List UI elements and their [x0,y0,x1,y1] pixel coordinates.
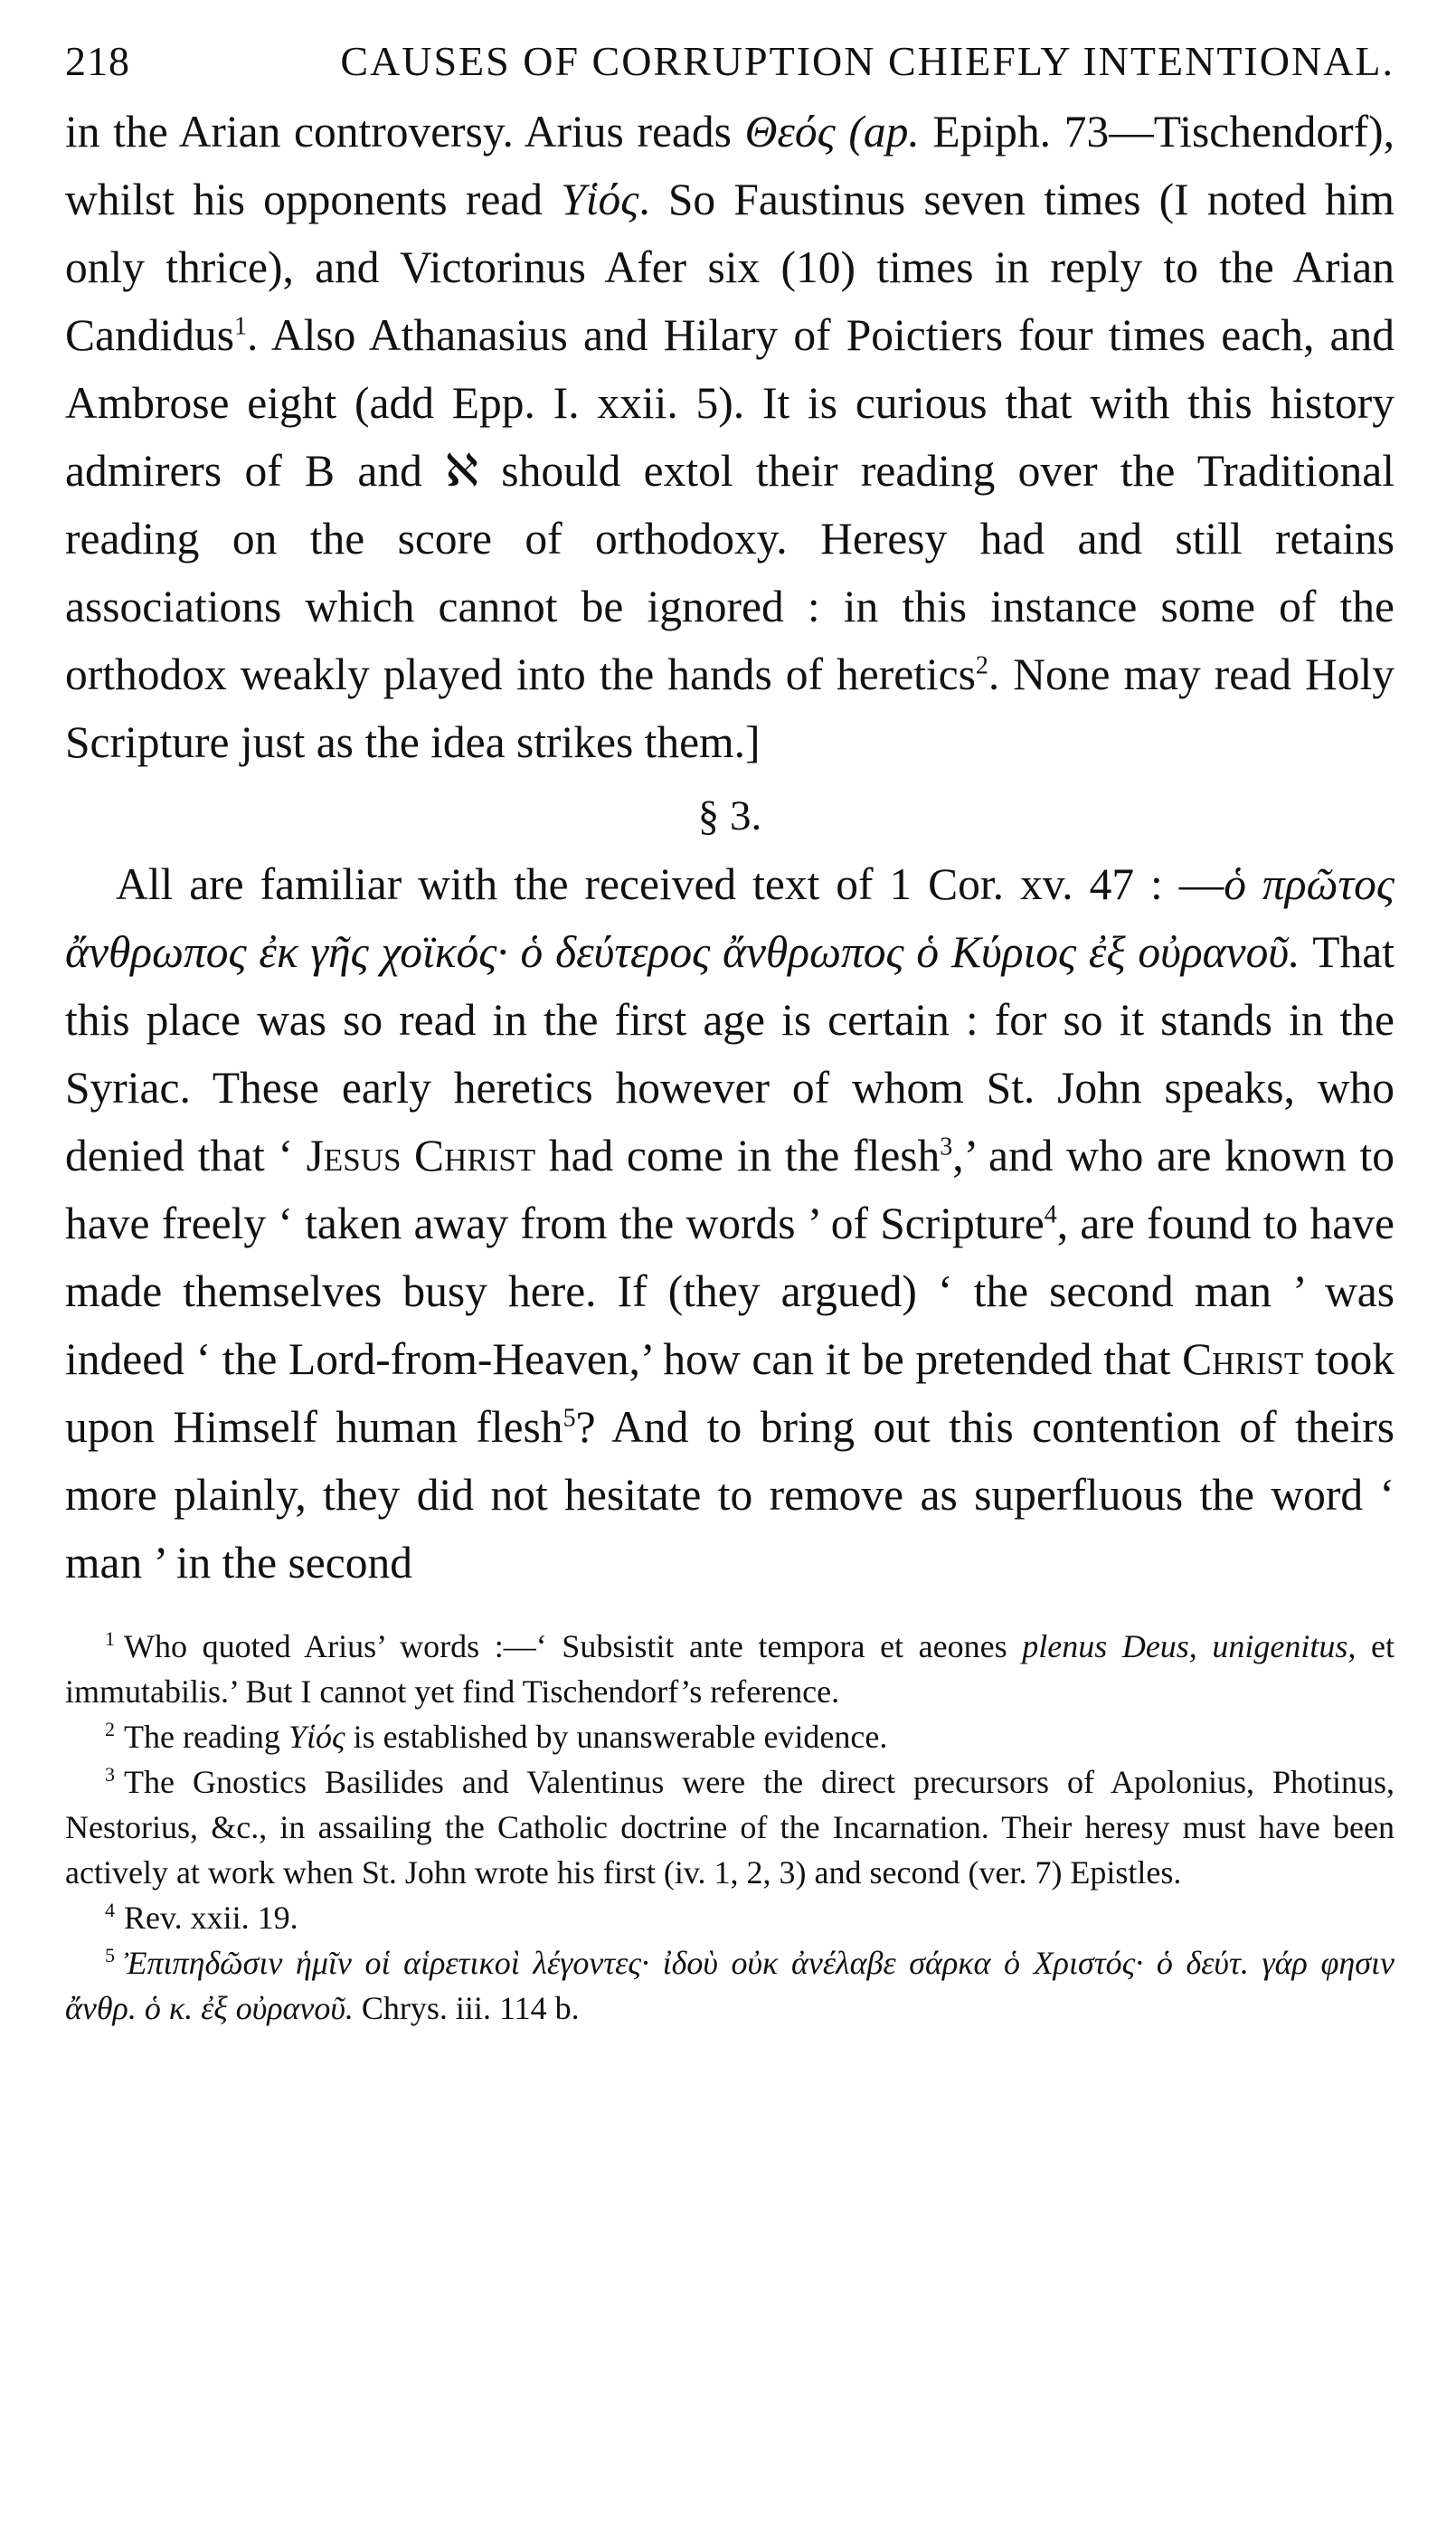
footnote-text: The reading [124,1719,288,1755]
text-run [836,107,849,156]
footnote-text: Chrys. iii. 114 b. [353,1990,580,2026]
footnote-ref-2[interactable]: 2 [975,651,988,680]
paragraph-arian-controversy [65,98,1395,776]
footnote-1 [65,1624,1395,1714]
text-run: . So Faustinus seven times (I noted him only thrice), and Victorinus Afer six (10) times in reply to the Arian Candidus [65,175,1395,360]
footnotes [65,1624,1395,2031]
footnote-3 [65,1759,1395,1895]
footnote-5 [65,1940,1395,2031]
greek-theos: Θεός [744,107,836,156]
footnote-italic: plenus Deus, unigenitus, [1022,1628,1357,1664]
footnote-text: Rev. xxii. 19. [124,1900,298,1936]
page [65,25,1395,2031]
text-run: All are familiar with the received text of 1 Cor. xv. 47 : — [116,859,1224,909]
small-caps-jesus-christ: Jesus Christ [306,1131,536,1180]
footnote-greek: Ἐπιπηδῶσιν ἡμῖν οἱ αἱρετικοὶ λέγοντες· ἰδοὺ οὐκ ἀνέλαβε σάρκα ὁ Χριστός· ὁ δεύτ. γάρ φησιν ἄνθρ. ὁ κ. ἐξ οὐρανοῦ. [65,1945,1395,2026]
text-run: That this place was so read in the first age is certain : for so it stands in the Syriac. These early heretics however of whom St. John speaks, who denied that ‘ [65,927,1395,1180]
text-run: Epiph. 73—Tischendorf), whilst his opponents read [65,107,1395,224]
section-heading: § 3. [697,792,762,839]
page-number: 218 [65,38,130,84]
running-title: CAUSES OF CORRUPTION CHIEFLY INTENTIONAL. [340,38,1395,84]
running-head [65,25,1395,98]
footnote-text: et immutabilis.’ But I cannot yet find Tischendorf’s reference. [65,1628,1395,1710]
footnote-4 [65,1895,1395,1940]
abbrev-ap: (ap. [848,107,920,156]
text-run: had come in the flesh [535,1131,941,1180]
footnote-ref-3[interactable]: 3 [940,1133,953,1161]
footnote-number: 4 [105,1899,115,1921]
text-run: ,’ and who are known to have freely ‘ taken away from the words ’ of Scripture [65,1131,1395,1248]
footnote-number: 1 [105,1627,115,1650]
text-run: took upon Himself human flesh [65,1334,1395,1452]
footnote-ref-5[interactable]: 5 [563,1404,576,1433]
footnote-greek: Υἱός [288,1719,345,1755]
paragraph-corinthians [65,850,1395,1597]
footnote-number: 3 [105,1763,115,1786]
small-caps-christ: Christ [1182,1334,1304,1384]
footnote-text: The Gnostics Basilides and Valentinus were the direct precursors of Apolonius, Photinus, Nestorius, &c., in assailing the Catholic doctrine of the Incarnation. Their heresy must have been actively at work when St. John wrote his first (iv. 1, 2, 3) and second (ver. 7) Epistles. [65,1764,1395,1891]
text-run: . Also Athanasius and Hilary of Poictiers four times each, and Ambrose eight (add Epp. I. xxii. 5). It is curious that with this history admirers of B and ℵ should extol their reading over the Traditional reading on the score of orthodoxy. Heresy had and still retains associations which cannot be ignored : in this instance some of the orthodox weakly played into the hands of heretics [65,310,1395,699]
greek-quotation: ὁ πρῶτος ἄνθρωπος ἐκ γῆς χοϊκός· ὁ δεύτερος ἄνθρωπος ὁ Κύριος ἐξ οὐρανοῦ. [65,859,1395,977]
footnote-2 [65,1714,1395,1759]
footnote-number: 2 [105,1718,115,1740]
text-run: , are found to have made themselves busy here. If (they argued) ‘ the second man ’ was indeed ‘ the Lord-from-Heaven,’ how can it be pretended that [65,1199,1395,1384]
footnote-text: Who quoted Arius’ words :—‘ Subsistit ante tempora et aeones [124,1628,1023,1664]
footnote-ref-1[interactable]: 1 [234,312,248,341]
body-text [65,98,1395,1597]
footnote-number: 5 [105,1944,115,1967]
footnote-text: is established by unanswerable evidence. [345,1719,888,1755]
text-run: ? And to bring out this contention of theirs more plainly, they did not hesitate to remove as superfluous the word ‘ man ’ in the second [65,1402,1395,1588]
text-run: in the Arian controversy. Arius reads [65,107,745,156]
greek-huios: Υἱός [561,175,639,224]
footnote-ref-4[interactable]: 4 [1044,1200,1057,1229]
text-run: . None may read Holy Scripture just as the idea strikes them.] [65,649,1395,767]
